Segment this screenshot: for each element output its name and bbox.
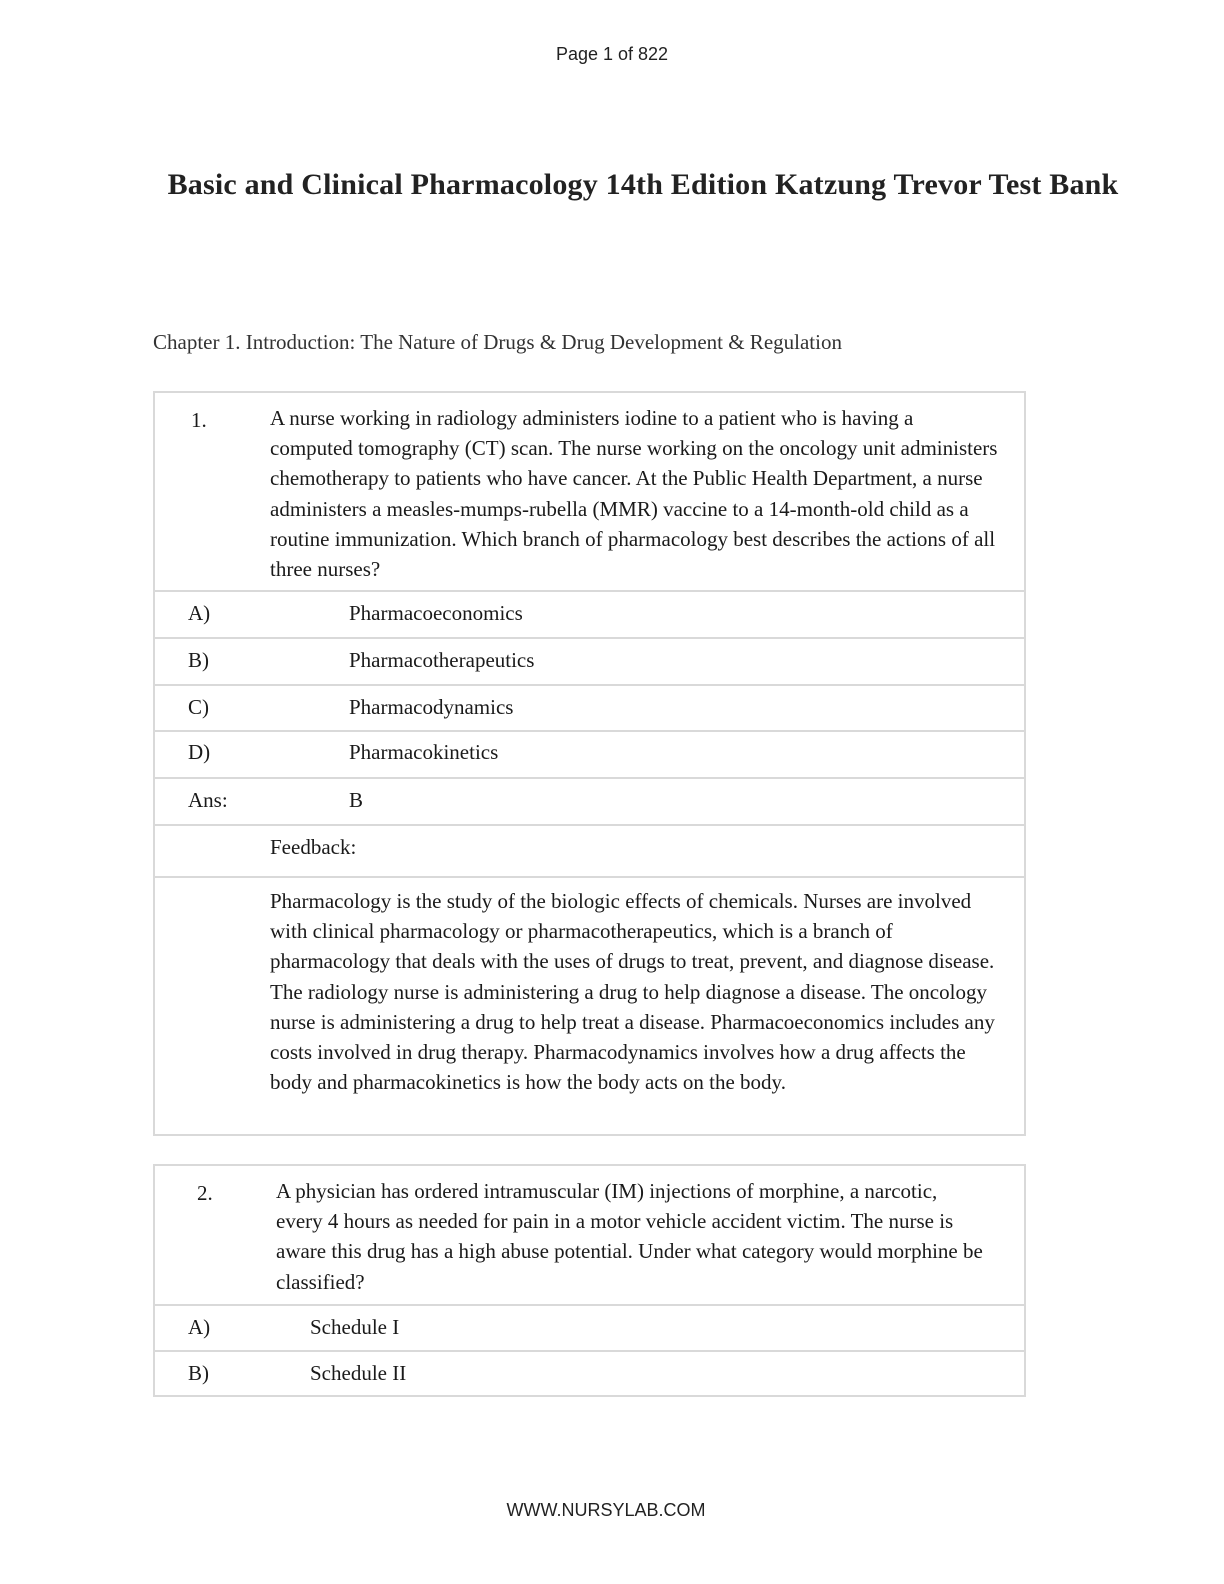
option-label: B) — [188, 1361, 209, 1385]
question-card-1 — [153, 391, 1026, 1136]
option-text: Pharmacodynamics — [349, 695, 514, 719]
option-label: D) — [188, 740, 211, 764]
question-stem-row — [155, 1166, 1024, 1306]
answer-option-row — [155, 732, 1024, 779]
page-number-header: Page 1 of 822 — [555, 44, 669, 64]
question-text: A physician has ordered intramuscular (IM) injections of morphine, a narcotic, every 4 hours as needed for pain in a motor vehicle accident victim. The nurse is aware this drug has a high abuse potential. Under what category would morphine be classified? — [276, 1179, 983, 1294]
question-number: 1. — [191, 408, 207, 432]
feedback-label-row — [155, 826, 1024, 878]
option-text: Schedule II — [310, 1361, 407, 1385]
option-label: C) — [188, 695, 209, 719]
chapter-title: Chapter 1. Introduction: The Nature of Drugs & Drug Development & Regulation — [153, 330, 842, 354]
option-label: A) — [188, 1315, 211, 1339]
feedback-row — [155, 878, 1024, 1134]
question-stem-row — [155, 393, 1024, 592]
answer-option-row — [155, 1352, 1024, 1397]
question-number: 2. — [197, 1181, 213, 1205]
answer-option-row — [155, 592, 1024, 639]
option-text: Pharmacotherapeutics — [349, 648, 535, 672]
answer-row — [155, 779, 1024, 826]
answer-option-row — [155, 639, 1024, 686]
answer-label: Ans: — [188, 788, 228, 812]
option-text: Schedule I — [310, 1315, 400, 1339]
answer-option-row — [155, 686, 1024, 732]
answer-option-row — [155, 1306, 1024, 1352]
question-card-2 — [153, 1164, 1026, 1397]
feedback-label: Feedback: — [270, 835, 357, 859]
option-text: Pharmacoeconomics — [349, 601, 523, 625]
question-text: A nurse working in radiology administers iodine to a patient who is having a computed tomography (CT) scan. The nurse working on the oncology unit administers chemotherapy to patients who have cancer. At the Public Health Department, a nurse administers a measles-mumps-rubella (MMR) vaccine to a 14-month-old child as a routine immunization. Which branch of pharmacology best describes the actions of all three nurses? — [270, 406, 998, 582]
option-label: A) — [188, 601, 211, 625]
footer-website: WWW.NURSYLAB.COM — [506, 1500, 706, 1520]
feedback-text: Pharmacology is the study of the biologic effects of chemicals. Nurses are involved with clinical pharmacology or pharmacotherapeutics, which is a branch of pharmacology that deals with the uses of drugs to treat, prevent, and diagnose disease. The radiology nurse is administering a drug to help diagnose a disease. The oncology nurse is administering a drug to help treat a disease. Pharmacoeconomics includes any costs involved in drug therapy. Pharmacodynamics involves how a drug affects the body and pharmacokinetics is how the body acts on the body. — [270, 889, 995, 1095]
option-label: B) — [188, 648, 209, 672]
answer-value: B — [349, 788, 364, 812]
option-text: Pharmacokinetics — [349, 740, 499, 764]
document-title: Basic and Clinical Pharmacology 14th Edition Katzung Trevor Test Bank — [167, 168, 1119, 201]
